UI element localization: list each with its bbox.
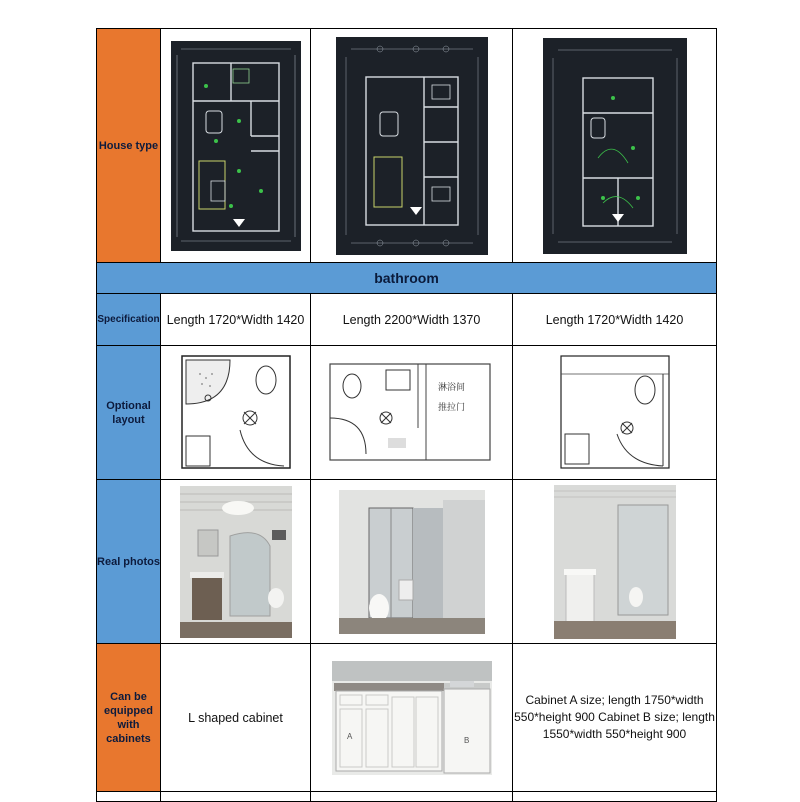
layout-shower-text: 淋浴间 bbox=[437, 382, 465, 393]
layout-1-cell bbox=[161, 346, 311, 480]
next-row-stub bbox=[97, 792, 717, 802]
layout-3-cell bbox=[513, 346, 717, 480]
house-type-row bbox=[97, 29, 717, 263]
layout-3-image bbox=[559, 354, 671, 472]
cabinets-value-3: Cabinet A size; length 1750*width 550*height 900 Cabinet B size; length 1550*width 550*height 900 bbox=[513, 644, 717, 792]
optional-layout-row bbox=[97, 346, 717, 480]
photo-3-cell bbox=[513, 480, 717, 644]
floorplan-2-cell bbox=[311, 29, 513, 263]
photo-1-cell bbox=[161, 480, 311, 644]
floorplan-3-image bbox=[543, 38, 687, 254]
layout-door-text: 推拉门 bbox=[437, 402, 465, 413]
real-photos-row bbox=[97, 480, 717, 644]
cabinet-photo-image bbox=[332, 661, 492, 775]
spec-table bbox=[96, 28, 717, 802]
specification-value-2: Length 2200*Width 1370 bbox=[311, 294, 513, 346]
cabinets-label: Can be equipped with cabinets bbox=[97, 644, 161, 792]
photo-2-image bbox=[339, 490, 485, 634]
photo-2-cell bbox=[311, 480, 513, 644]
floorplan-2-image bbox=[336, 37, 488, 255]
specification-label: Specification bbox=[97, 294, 161, 346]
floorplan-3-cell bbox=[513, 29, 717, 263]
cabinets-value-1: L shaped cabinet bbox=[161, 644, 311, 792]
layout-2-image bbox=[326, 358, 498, 468]
cabinet-a-tag: A bbox=[346, 731, 352, 741]
spec-sheet bbox=[96, 28, 716, 800]
real-photos-label: Real photos bbox=[97, 480, 161, 644]
section-title: bathroom bbox=[97, 263, 717, 294]
layout-2-cell bbox=[311, 346, 513, 480]
specification-row bbox=[97, 294, 717, 346]
cabinet-b-tag: B bbox=[463, 735, 469, 745]
section-row bbox=[97, 263, 717, 294]
optional-layout-label: Optional layout bbox=[97, 346, 161, 480]
specification-value-1: Length 1720*Width 1420 bbox=[161, 294, 311, 346]
photo-3-image bbox=[554, 485, 676, 639]
house-type-label: House type bbox=[97, 29, 161, 263]
floorplan-1-image bbox=[171, 41, 301, 251]
specification-value-3: Length 1720*Width 1420 bbox=[513, 294, 717, 346]
layout-1-image bbox=[180, 354, 292, 472]
cabinets-row bbox=[97, 644, 717, 792]
photo-1-image bbox=[180, 486, 292, 638]
floorplan-1-cell bbox=[161, 29, 311, 263]
cabinet-photo-cell bbox=[311, 644, 513, 792]
